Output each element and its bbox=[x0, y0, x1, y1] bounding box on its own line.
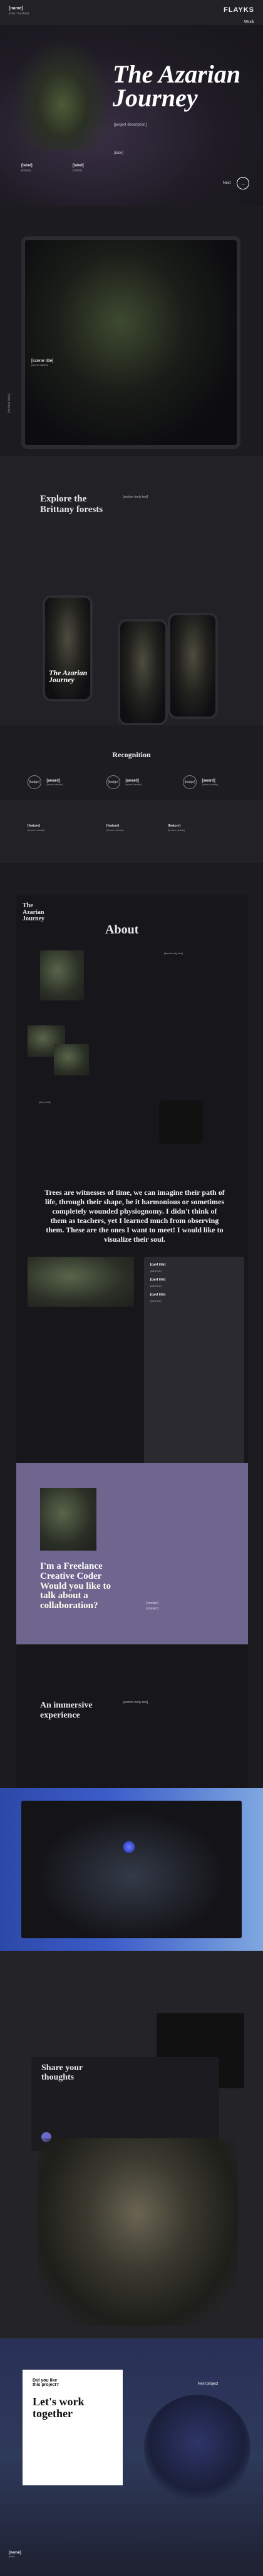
award-desc: [award details] bbox=[46, 782, 63, 786]
about-quote: Trees are witnesses of time, we can imagine their path of life, through their shape, be it harmonious or sometimes completely wounded physiognomy. I didn't think of them as teachers, yet I learned much from observing them. These are the ones I want to meet! I would like to visualize their soul. bbox=[44, 1188, 225, 1244]
feature-item bbox=[106, 824, 123, 832]
card-text: [card text] bbox=[150, 1269, 162, 1272]
phone-title: The Azarian Journey bbox=[49, 668, 88, 685]
feature-title: [feature] bbox=[106, 824, 120, 828]
immersive-heading-line-2: experience bbox=[40, 1711, 80, 1721]
recognition-heading: Recognition bbox=[112, 750, 151, 759]
feature-desc: [feature details] bbox=[168, 828, 185, 832]
card-text: [card text] bbox=[150, 1284, 162, 1288]
share-heading-line-1: Share your bbox=[41, 2063, 83, 2073]
about-logo-line-1: The bbox=[23, 902, 33, 909]
immersive-body: [section body text] bbox=[123, 1701, 148, 1704]
explore-heading-line-2: Brittany forests bbox=[40, 505, 103, 515]
work-together-card[interactable] bbox=[23, 2370, 123, 2485]
card-title: [card title] bbox=[150, 1293, 166, 1297]
next-project-label[interactable]: Next project bbox=[198, 2382, 219, 2386]
explore-body: [section body text] bbox=[123, 495, 148, 499]
meta-key: [label] bbox=[73, 164, 84, 168]
phone-scene-image bbox=[120, 621, 165, 723]
explore-heading-line-1: Explore the bbox=[40, 494, 87, 504]
about-body: [about body text] bbox=[164, 952, 183, 955]
footer-question-line-1: Did you like bbox=[33, 2378, 58, 2383]
hero-forest-image bbox=[13, 38, 113, 150]
about-wide-image bbox=[28, 1257, 134, 1307]
collab-line-5: collaboration? bbox=[40, 1601, 98, 1611]
footer-owner bbox=[9, 2551, 21, 2558]
feature-desc: [feature details] bbox=[28, 828, 45, 832]
meta-key: [label] bbox=[21, 164, 33, 168]
card-text: [card text] bbox=[150, 1299, 162, 1303]
phone-mockup bbox=[43, 595, 93, 702]
contact-link[interactable]: [contact] bbox=[147, 1606, 158, 1611]
feature-title: [feature] bbox=[168, 824, 181, 828]
scene-title: [scene title] bbox=[31, 359, 54, 363]
share-heading bbox=[41, 2063, 83, 2083]
award-desc: [award details] bbox=[125, 782, 142, 786]
about-logo-line-2: Azarian bbox=[23, 908, 44, 916]
forest-scene-image bbox=[25, 240, 237, 445]
tree-image bbox=[38, 2138, 238, 2326]
award-item bbox=[28, 775, 84, 789]
meta-item bbox=[73, 164, 84, 173]
card-title: [card title] bbox=[150, 1278, 166, 1282]
owner-role: [role / location] bbox=[9, 12, 29, 16]
nav-item-work[interactable]: Work bbox=[244, 20, 254, 24]
footer-cta-line-2: together bbox=[33, 2407, 73, 2420]
play-orb-icon[interactable] bbox=[123, 1841, 135, 1853]
feature-item bbox=[168, 824, 185, 832]
recognition-section bbox=[0, 725, 263, 800]
scene-subtitle: [scene caption] bbox=[31, 363, 48, 366]
award-title: [award] bbox=[202, 778, 215, 783]
hero-title-line-2: Journey bbox=[113, 84, 198, 112]
hero-title-line-1: The Azarian bbox=[113, 60, 241, 88]
about-gallery-image bbox=[54, 1044, 89, 1075]
vertical-label: [vertical label] bbox=[8, 393, 11, 413]
award-item bbox=[106, 775, 163, 789]
award-badge-icon: [badge] bbox=[183, 775, 197, 789]
next-project-globe-image[interactable] bbox=[144, 2395, 250, 2501]
immersive-heading-line-1: An immersive bbox=[40, 1701, 93, 1710]
card-title: [card title] bbox=[150, 1263, 166, 1267]
hero-date: [date] bbox=[114, 151, 124, 155]
owner-block[interactable] bbox=[9, 6, 29, 16]
award-badge-icon: [badge] bbox=[106, 775, 120, 789]
collab-line-1: I'm a Freelance bbox=[40, 1561, 103, 1571]
hero-title bbox=[113, 60, 241, 112]
feature-desc: [feature details] bbox=[106, 828, 124, 832]
collab-contact bbox=[147, 1601, 158, 1611]
next-label: Next bbox=[223, 181, 231, 185]
phone-mockup bbox=[118, 619, 168, 725]
contact-link[interactable]: [contact] bbox=[147, 1601, 158, 1605]
meta-value: [value] bbox=[21, 169, 31, 173]
collab-line-3: Would you like to bbox=[40, 1581, 111, 1591]
about-story: [story text] bbox=[39, 1100, 51, 1104]
collab-heading bbox=[40, 1562, 111, 1611]
laptop-mockup bbox=[21, 236, 240, 449]
immersive-scene-image bbox=[21, 1801, 242, 1938]
award-title: [award] bbox=[46, 778, 60, 783]
phone-scene-image bbox=[170, 615, 215, 717]
collab-line-4: talk about a bbox=[40, 1591, 88, 1601]
collab-line-2: Creative Coder bbox=[40, 1571, 102, 1581]
award-item bbox=[183, 775, 239, 789]
about-heading: About bbox=[105, 923, 139, 937]
award-badge-icon: [badge] bbox=[28, 775, 41, 789]
footer-owner-name: [name] bbox=[9, 2551, 21, 2555]
next-arrow-button[interactable]: → bbox=[237, 177, 249, 189]
feature-item bbox=[28, 824, 44, 832]
about-details-card bbox=[144, 1257, 244, 1463]
phone-mockup bbox=[168, 613, 218, 719]
meta-value: [value] bbox=[73, 169, 82, 173]
hero-description: [project description] bbox=[114, 123, 147, 127]
footer-cta-line-1: Let's work bbox=[33, 2395, 85, 2408]
owner-name: [name] bbox=[9, 6, 23, 11]
share-heading-line-2: thoughts bbox=[41, 2073, 75, 2083]
immersive-heading bbox=[40, 1701, 93, 1721]
collab-photo-image bbox=[40, 1488, 96, 1551]
award-title: [award] bbox=[125, 778, 139, 783]
about-tree-image bbox=[40, 950, 84, 1000]
explore-heading bbox=[40, 494, 103, 516]
meta-item bbox=[21, 164, 33, 173]
about-logo[interactable] bbox=[23, 903, 44, 923]
award-desc: [award details] bbox=[202, 782, 219, 786]
device-photo-image bbox=[159, 1100, 203, 1144]
feature-title: [feature] bbox=[28, 824, 41, 828]
site-header bbox=[0, 0, 263, 25]
footer-question-line-2: this project? bbox=[33, 2383, 59, 2387]
brand-logo[interactable]: FLAYKS bbox=[224, 6, 254, 14]
footer-owner-role: [role] bbox=[9, 2555, 14, 2558]
about-logo-line-3: Journey bbox=[23, 915, 44, 922]
scene-caption bbox=[31, 359, 53, 366]
